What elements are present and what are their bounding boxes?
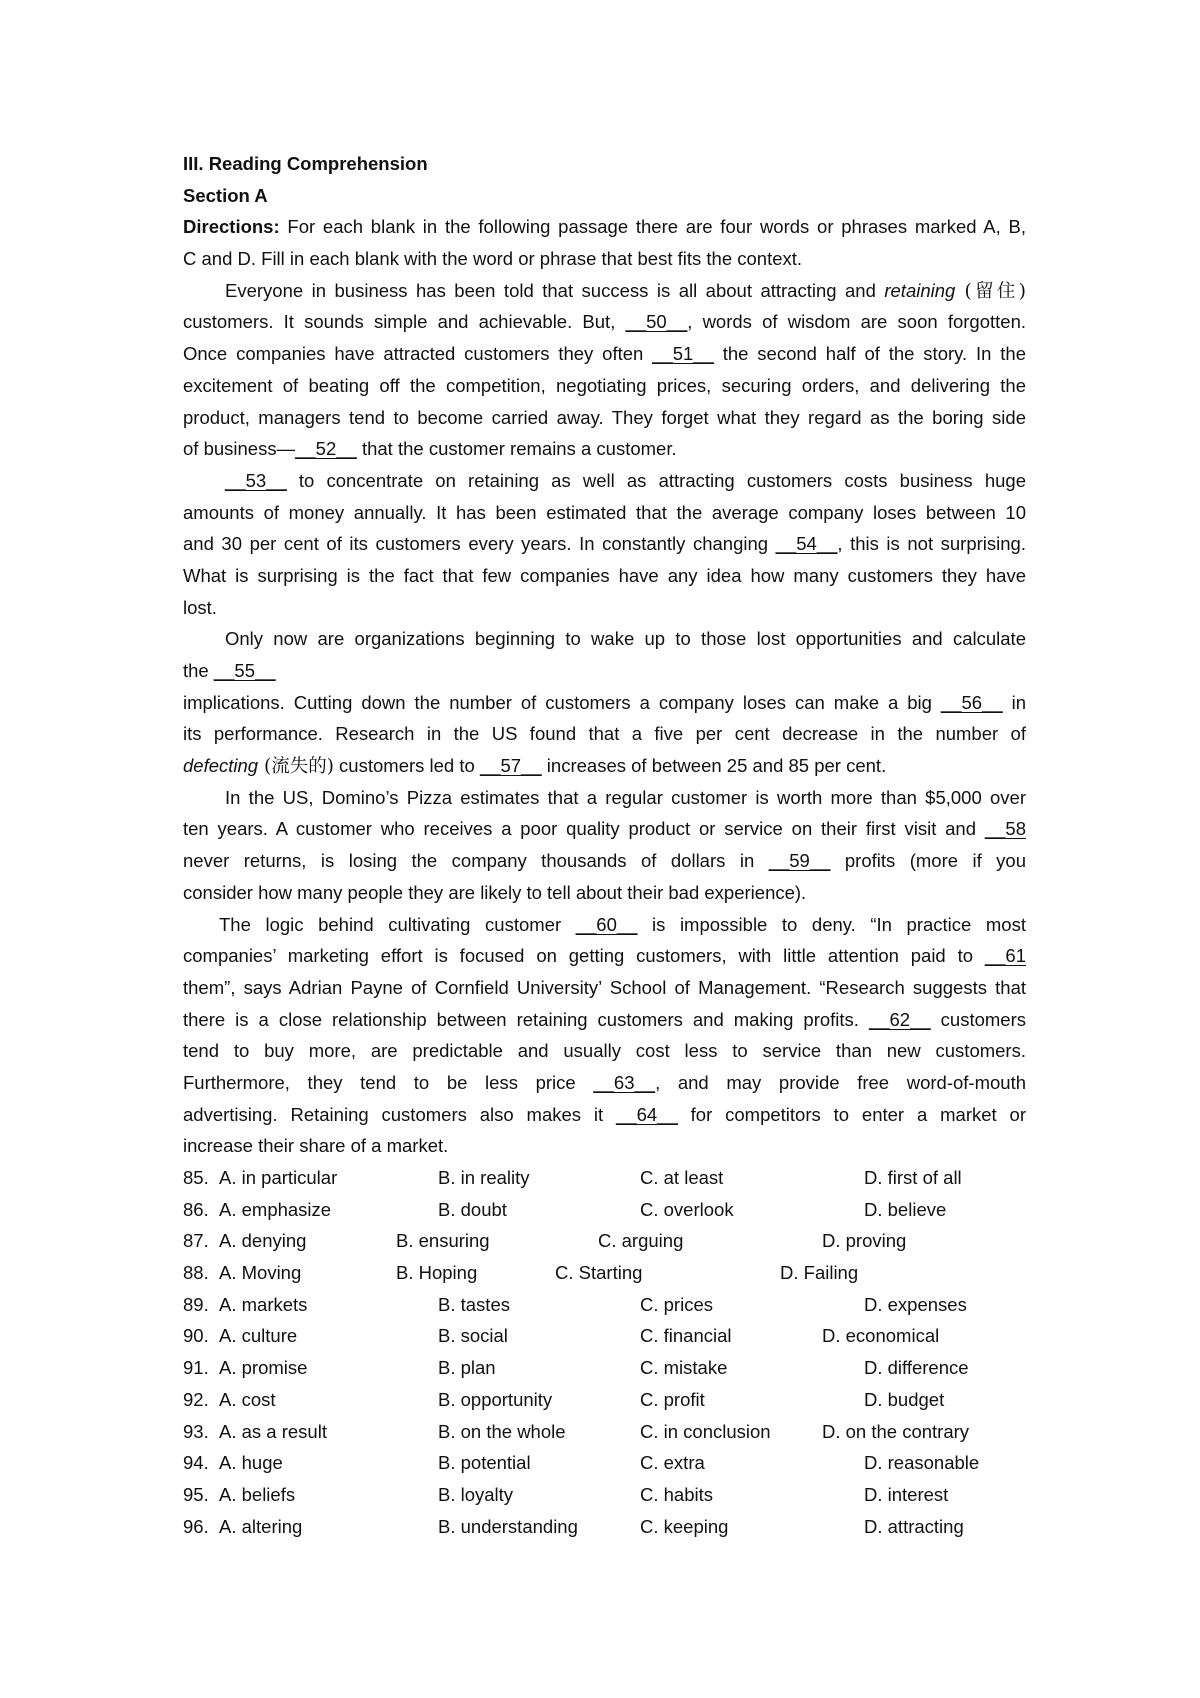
- passage-line: [183, 1099, 1026, 1131]
- option-a: A. markets: [219, 1293, 308, 1315]
- question-number: 85.: [183, 1167, 209, 1188]
- option-d: D. attracting: [864, 1515, 964, 1537]
- option-d: D. interest: [864, 1483, 949, 1505]
- option-c: C. Starting: [555, 1262, 643, 1284]
- passage-text: implications. Cutting down the number of customers a company loses can make a big: [183, 691, 941, 713]
- passage-line: [183, 433, 1026, 465]
- option-d: D. economical: [822, 1325, 940, 1347]
- option-a: A. Moving: [219, 1262, 302, 1284]
- blank-57: __57__: [479, 755, 542, 777]
- passage-line: [183, 338, 1026, 370]
- passage-text: customers. It sounds simple and achievable. But,: [183, 311, 626, 333]
- directions-line-1: [183, 211, 1026, 243]
- option-b: B. social: [438, 1325, 508, 1347]
- option-b: B. Hoping: [396, 1262, 478, 1284]
- option-d: D. expenses: [864, 1293, 967, 1315]
- passage-line: [183, 275, 1026, 307]
- passage-line: them”, says Adrian Payne of Cornfield University’ School of Management. “Research suggests that: [183, 976, 1026, 998]
- question-number: 95.: [183, 1483, 209, 1505]
- option-c: C. keeping: [640, 1515, 729, 1537]
- option-a: A. cost: [219, 1388, 276, 1410]
- question-number: 96.: [183, 1515, 209, 1537]
- option-a: A. culture: [219, 1325, 298, 1347]
- passage-gloss: (流失的): [258, 756, 334, 778]
- passage-line: [183, 750, 1026, 782]
- option-d: D. proving: [822, 1230, 907, 1252]
- option-d: D. budget: [864, 1388, 945, 1410]
- question-number: 94.: [183, 1452, 209, 1474]
- passage-line: In the US, Domino’s Pizza estimates that a regular customer is worth more than $5,000 over: [225, 786, 1026, 808]
- passage-line: consider how many people they are likely to tell about their bad experience).: [183, 881, 807, 903]
- passage-text: the second half of the story. In the: [713, 343, 1026, 365]
- passage-line: lost.: [183, 596, 217, 618]
- passage-italic-word: defecting: [183, 755, 259, 777]
- passage-text: to concentrate on retaining as well as attracting customers costs business huge: [286, 469, 1026, 491]
- passage-text: customers: [930, 1008, 1026, 1030]
- option-row: [183, 1384, 1026, 1416]
- option-b: B. opportunity: [438, 1388, 553, 1410]
- question-number: 87.: [183, 1230, 209, 1252]
- option-b: B. on the whole: [438, 1420, 566, 1442]
- passage-line: What is surprising is the fact that few companies have any idea how many customers they have: [183, 564, 1026, 586]
- passage-text: profits (more if you: [830, 850, 1026, 872]
- option-b: B. tastes: [438, 1293, 510, 1315]
- option-c: C. overlook: [640, 1198, 734, 1220]
- passage-line: [183, 1004, 1026, 1036]
- section-heading: Section A: [183, 184, 268, 206]
- option-a: A. in particular: [219, 1167, 338, 1188]
- passage-line: Only now are organizations beginning to wake up to those lost opportunities and calculate: [225, 628, 1026, 650]
- blank-56: __56__: [940, 691, 1003, 713]
- question-number: 90.: [183, 1325, 209, 1347]
- blank-60: __60__: [575, 913, 638, 935]
- blank-54: __54__: [775, 533, 838, 555]
- question-number: 89.: [183, 1293, 209, 1315]
- blank-62: __62__: [868, 1008, 931, 1030]
- directions-text-1: For each blank in the following passage there are four words or phrases marked A, B,: [279, 216, 1026, 238]
- option-b: B. understanding: [438, 1515, 578, 1537]
- passage-line: [183, 1067, 1026, 1099]
- option-c: C. habits: [640, 1483, 714, 1505]
- blank-58: __58: [984, 818, 1026, 840]
- passage-line: [183, 306, 1026, 338]
- option-a: A. denying: [219, 1230, 307, 1252]
- passage-text: for competitors to enter a market or: [677, 1103, 1026, 1125]
- passage-text: and 30 per cent of its customers every years. In constantly changing: [183, 533, 776, 555]
- blank-55: __55__: [213, 660, 276, 681]
- option-row: [183, 1225, 1026, 1257]
- worksheet: [183, 148, 1026, 1542]
- passage-line: tend to buy more, are predictable and usually cost less to service than new customers.: [183, 1040, 1026, 1062]
- passage-gloss: (留住): [955, 280, 1026, 302]
- passage-text: that the customer remains a customer.: [356, 438, 677, 460]
- option-a: A. huge: [219, 1452, 283, 1474]
- option-row: [183, 1257, 1026, 1289]
- option-a: A. promise: [219, 1357, 308, 1379]
- option-a: A. emphasize: [219, 1198, 332, 1220]
- question-number: 88.: [183, 1262, 209, 1284]
- passage-text: there is a close relationship between retaining customers and making profits.: [183, 1008, 869, 1030]
- option-d: D. reasonable: [864, 1452, 980, 1474]
- directions-line-2: C and D. Fill in each blank with the word or phrase that best fits the context.: [183, 248, 803, 270]
- question-number: 91.: [183, 1357, 209, 1379]
- passage-text: in: [1002, 691, 1026, 713]
- option-b: B. doubt: [438, 1198, 507, 1220]
- option-c: C. mistake: [640, 1357, 728, 1379]
- option-b: B. loyalty: [438, 1483, 514, 1505]
- option-d: D. first of all: [864, 1167, 962, 1188]
- passage-italic-word: retaining: [884, 279, 956, 301]
- option-row: [183, 1479, 1026, 1511]
- option-c: C. prices: [640, 1293, 713, 1315]
- option-b: B. ensuring: [396, 1230, 490, 1252]
- passage-text: Once companies have attracted customers they often: [183, 343, 653, 365]
- option-row: [183, 1194, 1026, 1226]
- question-number: 86.: [183, 1198, 209, 1220]
- passage-line: [183, 528, 1026, 560]
- option-row: [183, 1320, 1026, 1352]
- passage-line: [183, 940, 1026, 972]
- option-c: C. extra: [640, 1452, 705, 1474]
- blank-59: __59__: [768, 850, 831, 872]
- option-a: A. altering: [219, 1515, 303, 1537]
- passage-text: customers led to: [333, 755, 480, 777]
- option-c: C. profit: [640, 1388, 705, 1410]
- passage-text: ten years. A customer who receives a poor quality product or service on their first visit and: [183, 818, 985, 840]
- passage-text: Everyone in business has been told that success is all about attracting and: [225, 279, 885, 301]
- passage-line: [183, 687, 1026, 719]
- option-d: D. on the contrary: [822, 1420, 970, 1442]
- blank-50: __50__: [625, 311, 688, 333]
- passage-text: never returns, is losing the company thousands of dollars in: [183, 850, 769, 872]
- passage-line: excitement of beating off the competition, negotiating prices, securing orders, and delivering the: [183, 374, 1026, 396]
- option-row: [183, 1289, 1026, 1321]
- blank-53: __53__: [225, 469, 287, 491]
- option-c: C. in conclusion: [640, 1420, 771, 1442]
- option-c: C. at least: [640, 1167, 724, 1188]
- passage-line: [183, 655, 1026, 687]
- passage-text: The logic behind cultivating customer: [219, 913, 576, 935]
- blank-52: __52__: [295, 438, 357, 460]
- option-row: [183, 1447, 1026, 1479]
- option-row: [183, 1511, 1026, 1543]
- option-row: [183, 1162, 1026, 1194]
- blank-51: __51__: [652, 343, 714, 365]
- option-row: [183, 1352, 1026, 1384]
- passage-line: product, managers tend to become carried away. They forget what they regard as the boring side: [183, 406, 1026, 428]
- passage-text: , this is not surprising.: [837, 533, 1026, 555]
- passage-line: [183, 465, 1026, 497]
- passage-text: is impossible to deny. “In practice most: [637, 913, 1026, 935]
- option-d: D. believe: [864, 1198, 947, 1220]
- option-d: D. difference: [864, 1357, 969, 1379]
- passage-text: Furthermore, they tend to be less price: [183, 1071, 594, 1093]
- option-d: D. Failing: [780, 1262, 859, 1284]
- option-row: [183, 1416, 1026, 1448]
- directions-label: Directions:: [183, 216, 280, 238]
- option-a: A. beliefs: [219, 1483, 296, 1505]
- blank-64: __64__: [616, 1103, 678, 1125]
- passage-text: increases of between 25 and 85 per cent.: [541, 755, 887, 777]
- passage-text: , and may provide free word-of-mouth: [655, 1071, 1026, 1093]
- option-c: C. financial: [640, 1325, 732, 1347]
- passage-line: [183, 813, 1026, 845]
- passage-line: increase their share of a market.: [183, 1135, 449, 1157]
- passage-line: amounts of money annually. It has been estimated that the average company loses between 10: [183, 501, 1026, 523]
- passage-text: companies’ marketing effort is focused on getting customers, with little attention paid to: [183, 945, 985, 967]
- options-list: [183, 1162, 1026, 1542]
- option-b: B. potential: [438, 1452, 531, 1474]
- option-a: A. as a result: [219, 1420, 327, 1442]
- passage-line: [183, 845, 1026, 877]
- option-c: C. arguing: [598, 1230, 684, 1252]
- passage-text: advertising. Retaining customers also makes it: [183, 1103, 617, 1125]
- blank-61: __61: [984, 945, 1026, 967]
- passage-line: its performance. Research in the US found that a five per cent decrease in the number of: [183, 723, 1026, 745]
- passage-text: the: [183, 660, 214, 681]
- part-heading: III. Reading Comprehension: [183, 153, 428, 174]
- option-b: B. in reality: [438, 1167, 530, 1188]
- passage-text: , words of wisdom are soon forgotten.: [687, 311, 1026, 333]
- passage-line: [183, 909, 1026, 941]
- question-number: 93.: [183, 1420, 209, 1442]
- passage-text: of business—: [183, 438, 296, 460]
- option-b: B. plan: [438, 1357, 496, 1379]
- blank-63: __63__: [593, 1071, 656, 1093]
- question-number: 92.: [183, 1388, 209, 1410]
